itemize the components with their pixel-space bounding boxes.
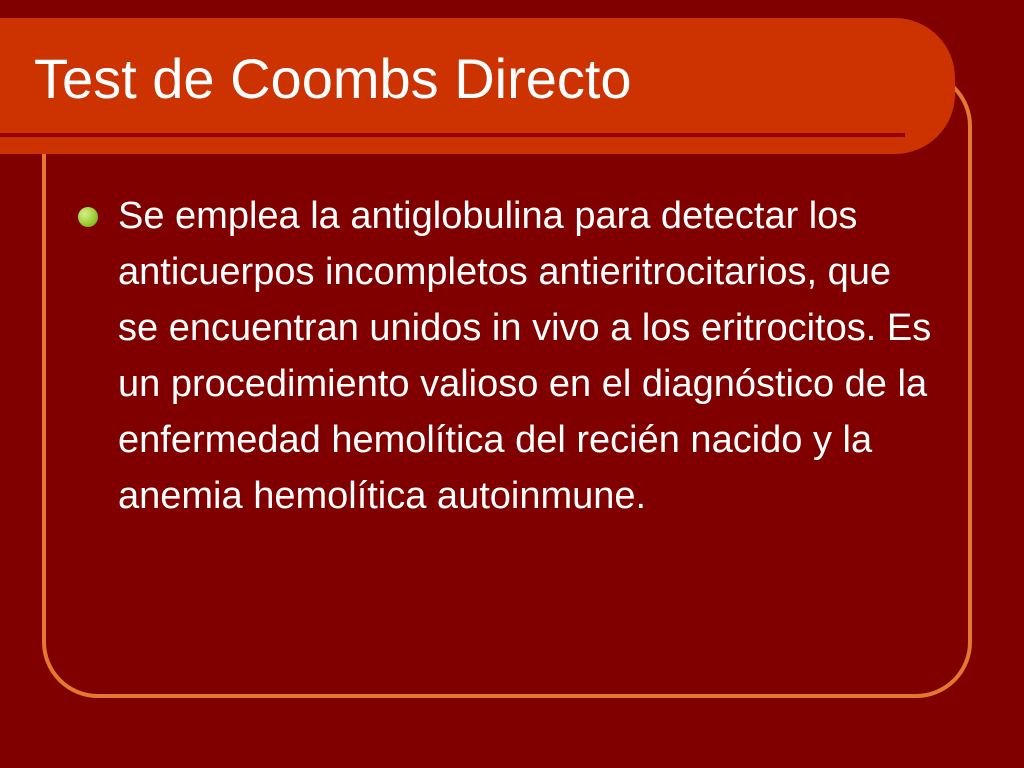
- bullet-dot-icon: [78, 207, 98, 227]
- bullet-text: Se emplea la antiglobulina para detectar los anticuerpos incompletos antieritrocitarios, que se encuentran unidos in vivo a los eritrocitos. Es un procedimiento valioso en el diagnóstico de la enfermedad hemolítica del recién nacido y la anemia hemolítica autoinmune.: [118, 195, 932, 517]
- title-divider: [0, 133, 905, 137]
- slide-title: Test de Coombs Directo: [34, 47, 632, 110]
